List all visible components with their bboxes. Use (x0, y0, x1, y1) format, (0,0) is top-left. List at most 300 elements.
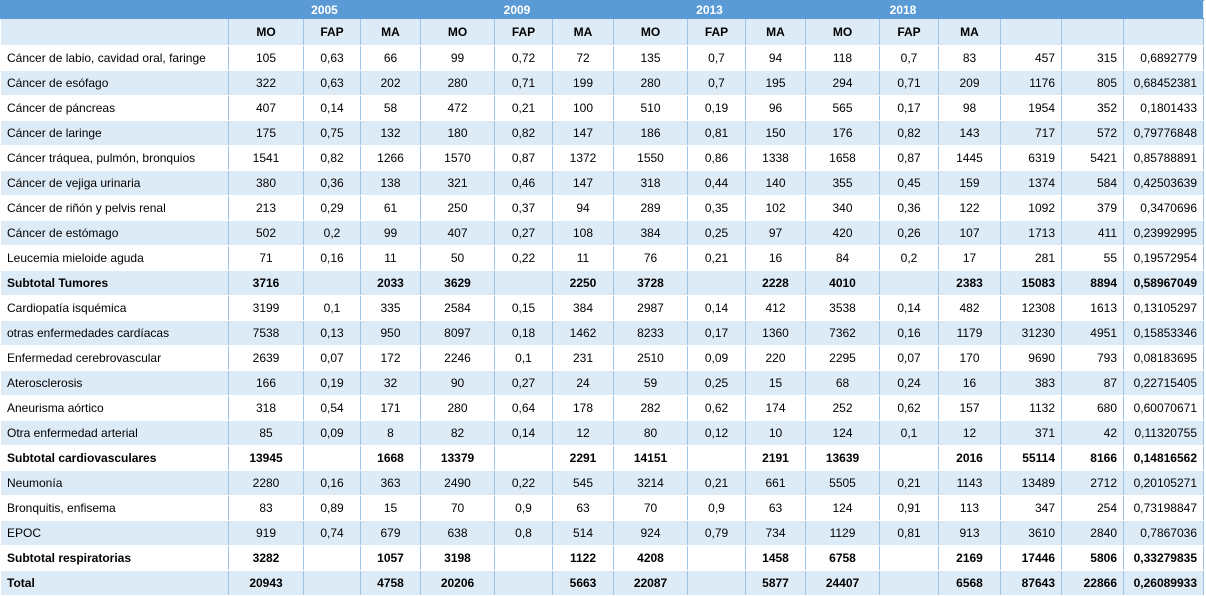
data-cell: 0,17 (880, 96, 939, 121)
data-cell: 380 (229, 171, 304, 196)
table-row (1, 96, 1204, 121)
data-cell: 9690 (1001, 346, 1062, 371)
row-label-header (1, 19, 229, 46)
data-cell: 3538 (806, 296, 880, 321)
column-header: MO (806, 19, 880, 46)
data-cell: 84 (806, 246, 880, 271)
data-cell: 363 (361, 471, 421, 496)
data-cell: 0,87 (495, 146, 553, 171)
data-cell: 3610 (1001, 521, 1062, 546)
data-cell: 734 (746, 521, 806, 546)
data-cell: 0,23992995 (1124, 221, 1204, 246)
data-cell: 0,62 (688, 396, 746, 421)
data-cell (495, 271, 553, 296)
data-cell: 0,09 (304, 421, 361, 446)
table-row (1, 321, 1204, 346)
data-cell: 20943 (229, 571, 304, 596)
data-cell: 138 (361, 171, 421, 196)
data-cell: 2280 (229, 471, 304, 496)
data-cell: 2840 (1062, 521, 1124, 546)
data-cell: 175 (229, 121, 304, 146)
subtotal-row (1, 446, 1204, 471)
data-cell: 281 (1001, 246, 1062, 271)
data-cell: 70 (421, 496, 495, 521)
data-cell: 24 (553, 371, 614, 396)
data-cell: 0,86 (688, 146, 746, 171)
data-cell: 5505 (806, 471, 880, 496)
data-cell: 0,36 (304, 171, 361, 196)
data-cell: 12 (939, 421, 1001, 446)
column-header: FAP (304, 19, 361, 46)
data-cell: 16 (746, 246, 806, 271)
data-cell: 0,58967049 (1124, 271, 1204, 296)
data-cell: 76 (614, 246, 688, 271)
data-cell: 0,7 (880, 46, 939, 71)
data-cell: 1462 (553, 321, 614, 346)
data-cell: 0,21 (688, 471, 746, 496)
data-cell: 0,87 (880, 146, 939, 171)
row-label: Aneurisma aórtico (1, 396, 229, 421)
data-cell: 6568 (939, 571, 1001, 596)
data-cell: 1360 (746, 321, 806, 346)
data-cell: 2383 (939, 271, 1001, 296)
data-cell: 5421 (1062, 146, 1124, 171)
data-cell: 59 (614, 371, 688, 396)
data-cell: 355 (806, 171, 880, 196)
table-row (1, 371, 1204, 396)
data-cell: 0,26089933 (1124, 571, 1204, 596)
year-header: 2018 (806, 1, 1001, 19)
data-cell: 157 (939, 396, 1001, 421)
data-cell: 280 (421, 396, 495, 421)
empty-header-cell (1062, 19, 1124, 46)
data-cell: 17446 (1001, 546, 1062, 571)
data-cell: 2510 (614, 346, 688, 371)
data-cell: 166 (229, 371, 304, 396)
data-cell: 0,21 (495, 96, 553, 121)
data-cell: 0,09 (688, 346, 746, 371)
data-cell: 717 (1001, 121, 1062, 146)
data-cell: 919 (229, 521, 304, 546)
data-cell: 0,19 (304, 371, 361, 396)
row-label: Enfermedad cerebrovascular (1, 346, 229, 371)
data-cell: 8233 (614, 321, 688, 346)
data-cell: 63 (746, 496, 806, 521)
data-cell (495, 446, 553, 471)
data-cell: 347 (1001, 496, 1062, 521)
row-label: Cáncer de estómago (1, 221, 229, 246)
column-header: FAP (495, 19, 553, 46)
data-cell: 0,8 (495, 521, 553, 546)
data-cell: 3198 (421, 546, 495, 571)
data-cell: 1668 (361, 446, 421, 471)
column-header: MO (614, 19, 688, 46)
data-cell: 0,63 (304, 46, 361, 71)
data-cell: 15 (746, 371, 806, 396)
data-cell: 0,1 (304, 296, 361, 321)
data-cell: 174 (746, 396, 806, 421)
data-cell: 384 (553, 296, 614, 321)
data-cell: 1132 (1001, 396, 1062, 421)
data-cell: 176 (806, 121, 880, 146)
data-cell: 0,62 (880, 396, 939, 421)
data-cell: 2016 (939, 446, 1001, 471)
data-cell: 420 (806, 221, 880, 246)
data-cell: 0,08183695 (1124, 346, 1204, 371)
table-row (1, 396, 1204, 421)
data-cell: 0,24 (880, 371, 939, 396)
data-cell: 140 (746, 171, 806, 196)
data-cell: 0,26 (880, 221, 939, 246)
data-cell: 0,45 (880, 171, 939, 196)
data-cell: 124 (806, 421, 880, 446)
data-cell: 805 (1062, 71, 1124, 96)
data-cell: 13945 (229, 446, 304, 471)
data-cell: 2246 (421, 346, 495, 371)
data-cell: 282 (614, 396, 688, 421)
data-cell: 254 (1062, 496, 1124, 521)
table-body (1, 46, 1204, 596)
data-cell: 0,89 (304, 496, 361, 521)
data-cell: 352 (1062, 96, 1124, 121)
data-cell: 1057 (361, 546, 421, 571)
data-cell: 0,6892779 (1124, 46, 1204, 71)
data-cell: 186 (614, 121, 688, 146)
data-cell: 195 (746, 71, 806, 96)
data-cell: 50 (421, 246, 495, 271)
data-cell: 83 (229, 496, 304, 521)
year-header: 2013 (614, 1, 806, 19)
row-label: Bronquitis, enfisema (1, 496, 229, 521)
row-label: EPOC (1, 521, 229, 546)
data-cell: 5877 (746, 571, 806, 596)
data-cell: 70 (614, 496, 688, 521)
data-cell: 0,75 (304, 121, 361, 146)
data-cell: 213 (229, 196, 304, 221)
data-cell: 545 (553, 471, 614, 496)
data-cell (880, 546, 939, 571)
data-cell: 1954 (1001, 96, 1062, 121)
data-cell: 638 (421, 521, 495, 546)
data-cell: 572 (1062, 121, 1124, 146)
data-cell: 102 (746, 196, 806, 221)
data-cell: 171 (361, 396, 421, 421)
data-cell: 2228 (746, 271, 806, 296)
data-cell: 63 (553, 496, 614, 521)
data-cell: 584 (1062, 171, 1124, 196)
data-cell: 0,37 (495, 196, 553, 221)
data-cell: 100 (553, 96, 614, 121)
data-cell: 407 (421, 221, 495, 246)
data-cell: 2291 (553, 446, 614, 471)
data-cell: 384 (614, 221, 688, 246)
data-cell: 82 (421, 421, 495, 446)
subtotal-row (1, 546, 1204, 571)
data-cell: 0,13 (304, 321, 361, 346)
data-cell: 96 (746, 96, 806, 121)
data-cell: 99 (361, 221, 421, 246)
data-cell: 0,14 (495, 421, 553, 446)
column-header: FAP (688, 19, 746, 46)
data-cell: 0,74 (304, 521, 361, 546)
data-cell: 1266 (361, 146, 421, 171)
row-label: Aterosclerosis (1, 371, 229, 396)
data-cell: 3282 (229, 546, 304, 571)
data-cell: 2712 (1062, 471, 1124, 496)
data-cell (880, 271, 939, 296)
data-cell: 250 (421, 196, 495, 221)
column-header-row (1, 19, 1204, 46)
data-cell: 1092 (1001, 196, 1062, 221)
data-cell: 13379 (421, 446, 495, 471)
data-cell: 0,63 (304, 71, 361, 96)
data-cell: 58 (361, 96, 421, 121)
data-cell: 913 (939, 521, 1001, 546)
data-cell: 7362 (806, 321, 880, 346)
data-cell: 371 (1001, 421, 1062, 446)
data-cell: 178 (553, 396, 614, 421)
data-cell: 0,82 (304, 146, 361, 171)
data-cell: 0,16 (304, 471, 361, 496)
data-cell: 0,1801433 (1124, 96, 1204, 121)
data-cell: 0,71 (880, 71, 939, 96)
data-cell (688, 546, 746, 571)
data-cell: 0,16 (880, 321, 939, 346)
data-cell: 0,72 (495, 46, 553, 71)
data-cell: 172 (361, 346, 421, 371)
data-cell: 1374 (1001, 171, 1062, 196)
data-cell: 472 (421, 96, 495, 121)
year-header-row (1, 1, 1204, 19)
data-cell: 411 (1062, 221, 1124, 246)
data-cell: 170 (939, 346, 1001, 371)
data-cell: 87 (1062, 371, 1124, 396)
data-cell: 0,81 (880, 521, 939, 546)
data-cell: 1570 (421, 146, 495, 171)
data-cell: 383 (1001, 371, 1062, 396)
data-cell: 0,14816562 (1124, 446, 1204, 471)
row-label: Cáncer de vejiga urinaria (1, 171, 229, 196)
data-cell: 289 (614, 196, 688, 221)
data-cell: 1129 (806, 521, 880, 546)
data-cell: 2250 (553, 271, 614, 296)
data-cell: 15083 (1001, 271, 1062, 296)
data-cell: 107 (939, 221, 1001, 246)
empty-header-cell (1062, 1, 1124, 19)
data-cell: 0,07 (304, 346, 361, 371)
data-cell: 0,21 (688, 246, 746, 271)
data-cell: 147 (553, 121, 614, 146)
row-label: Cardiopatía isquémica (1, 296, 229, 321)
data-cell: 3728 (614, 271, 688, 296)
row-label: Cáncer tráquea, pulmón, bronquios (1, 146, 229, 171)
data-cell: 32 (361, 371, 421, 396)
data-cell: 315 (1062, 46, 1124, 71)
data-cell: 2169 (939, 546, 1001, 571)
data-cell: 321 (421, 171, 495, 196)
data-cell: 3629 (421, 271, 495, 296)
column-header: MO (229, 19, 304, 46)
data-cell: 2490 (421, 471, 495, 496)
data-cell: 150 (746, 121, 806, 146)
data-cell: 0,2 (880, 246, 939, 271)
data-cell: 1143 (939, 471, 1001, 496)
data-cell (495, 546, 553, 571)
data-cell: 0,27 (495, 371, 553, 396)
year-header: 2005 (229, 1, 421, 19)
data-cell: 514 (553, 521, 614, 546)
row-label: Subtotal cardiovasculares (1, 446, 229, 471)
data-cell: 1613 (1062, 296, 1124, 321)
row-label: Otra enfermedad arterial (1, 421, 229, 446)
data-cell: 2033 (361, 271, 421, 296)
data-cell: 68 (806, 371, 880, 396)
data-cell: 0,54 (304, 396, 361, 421)
table-row (1, 71, 1204, 96)
row-label: Cáncer de páncreas (1, 96, 229, 121)
data-cell: 2295 (806, 346, 880, 371)
data-cell: 318 (229, 396, 304, 421)
data-cell: 10 (746, 421, 806, 446)
column-header: MA (939, 19, 1001, 46)
data-cell: 209 (939, 71, 1001, 96)
data-cell: 22087 (614, 571, 688, 596)
data-cell: 0,18 (495, 321, 553, 346)
data-cell: 502 (229, 221, 304, 246)
data-cell (304, 546, 361, 571)
data-cell: 280 (614, 71, 688, 96)
data-cell: 159 (939, 171, 1001, 196)
row-label: Total (1, 571, 229, 596)
data-cell: 0,7867036 (1124, 521, 1204, 546)
data-cell: 457 (1001, 46, 1062, 71)
data-cell: 565 (806, 96, 880, 121)
data-cell: 0,91 (880, 496, 939, 521)
data-cell: 12308 (1001, 296, 1062, 321)
data-cell: 0,22 (495, 246, 553, 271)
data-cell: 7538 (229, 321, 304, 346)
data-cell: 950 (361, 321, 421, 346)
data-cell: 0,35 (688, 196, 746, 221)
row-label: Cáncer de labio, cavidad oral, faringe (1, 46, 229, 71)
data-cell: 42 (1062, 421, 1124, 446)
data-cell: 16 (939, 371, 1001, 396)
data-cell: 0,73198847 (1124, 496, 1204, 521)
data-cell: 118 (806, 46, 880, 71)
data-cell: 72 (553, 46, 614, 71)
data-cell (304, 271, 361, 296)
data-cell: 105 (229, 46, 304, 71)
data-cell: 3199 (229, 296, 304, 321)
column-header: MA (553, 19, 614, 46)
data-cell: 83 (939, 46, 1001, 71)
data-cell: 0,82 (495, 121, 553, 146)
data-cell: 0,82 (880, 121, 939, 146)
data-cell: 680 (1062, 396, 1124, 421)
data-cell: 793 (1062, 346, 1124, 371)
data-cell: 6758 (806, 546, 880, 571)
data-cell: 407 (229, 96, 304, 121)
data-cell: 0,19572954 (1124, 246, 1204, 271)
data-cell: 4208 (614, 546, 688, 571)
data-cell: 379 (1062, 196, 1124, 221)
data-cell: 0,15 (495, 296, 553, 321)
data-cell: 122 (939, 196, 1001, 221)
data-cell: 20206 (421, 571, 495, 596)
year-header: 2009 (421, 1, 614, 19)
data-cell: 0,15853346 (1124, 321, 1204, 346)
data-cell: 340 (806, 196, 880, 221)
data-cell: 280 (421, 71, 495, 96)
data-cell: 3214 (614, 471, 688, 496)
data-cell: 0,68452381 (1124, 71, 1204, 96)
data-cell: 0,1 (495, 346, 553, 371)
row-label: Subtotal respiratorias (1, 546, 229, 571)
data-cell: 482 (939, 296, 1001, 321)
data-cell: 1176 (1001, 71, 1062, 96)
data-cell: 220 (746, 346, 806, 371)
data-cell (304, 446, 361, 471)
data-cell: 0,60070671 (1124, 396, 1204, 421)
data-cell: 2639 (229, 346, 304, 371)
data-cell: 252 (806, 396, 880, 421)
data-cell: 113 (939, 496, 1001, 521)
data-cell: 2987 (614, 296, 688, 321)
data-cell: 0,79 (688, 521, 746, 546)
data-cell: 87643 (1001, 571, 1062, 596)
data-cell: 0,17 (688, 321, 746, 346)
data-cell: 0,29 (304, 196, 361, 221)
data-cell: 4010 (806, 271, 880, 296)
data-cell: 5663 (553, 571, 614, 596)
data-cell: 0,14 (688, 296, 746, 321)
data-cell: 24407 (806, 571, 880, 596)
table-row (1, 121, 1204, 146)
column-header: MA (361, 19, 421, 46)
data-cell: 0,33279835 (1124, 546, 1204, 571)
data-cell: 55114 (1001, 446, 1062, 471)
data-cell: 1713 (1001, 221, 1062, 246)
data-cell: 135 (614, 46, 688, 71)
data-cell: 180 (421, 121, 495, 146)
empty-header-cell (1124, 1, 1204, 19)
data-cell: 147 (553, 171, 614, 196)
table-row (1, 146, 1204, 171)
row-label: Subtotal Tumores (1, 271, 229, 296)
data-cell: 318 (614, 171, 688, 196)
data-cell: 31230 (1001, 321, 1062, 346)
data-cell: 1550 (614, 146, 688, 171)
table-row (1, 471, 1204, 496)
data-cell: 15 (361, 496, 421, 521)
data-cell: 1122 (553, 546, 614, 571)
data-cell: 199 (553, 71, 614, 96)
data-cell: 12 (553, 421, 614, 446)
data-cell: 22866 (1062, 571, 1124, 596)
data-cell: 0,85788891 (1124, 146, 1204, 171)
table-row (1, 171, 1204, 196)
data-cell: 0,20105271 (1124, 471, 1204, 496)
data-cell: 0,19 (688, 96, 746, 121)
data-cell: 0,27 (495, 221, 553, 246)
data-cell (688, 271, 746, 296)
table-row (1, 46, 1204, 71)
table-row (1, 346, 1204, 371)
data-cell: 335 (361, 296, 421, 321)
data-cell: 143 (939, 121, 1001, 146)
data-cell: 8 (361, 421, 421, 446)
data-cell: 0,1 (880, 421, 939, 446)
